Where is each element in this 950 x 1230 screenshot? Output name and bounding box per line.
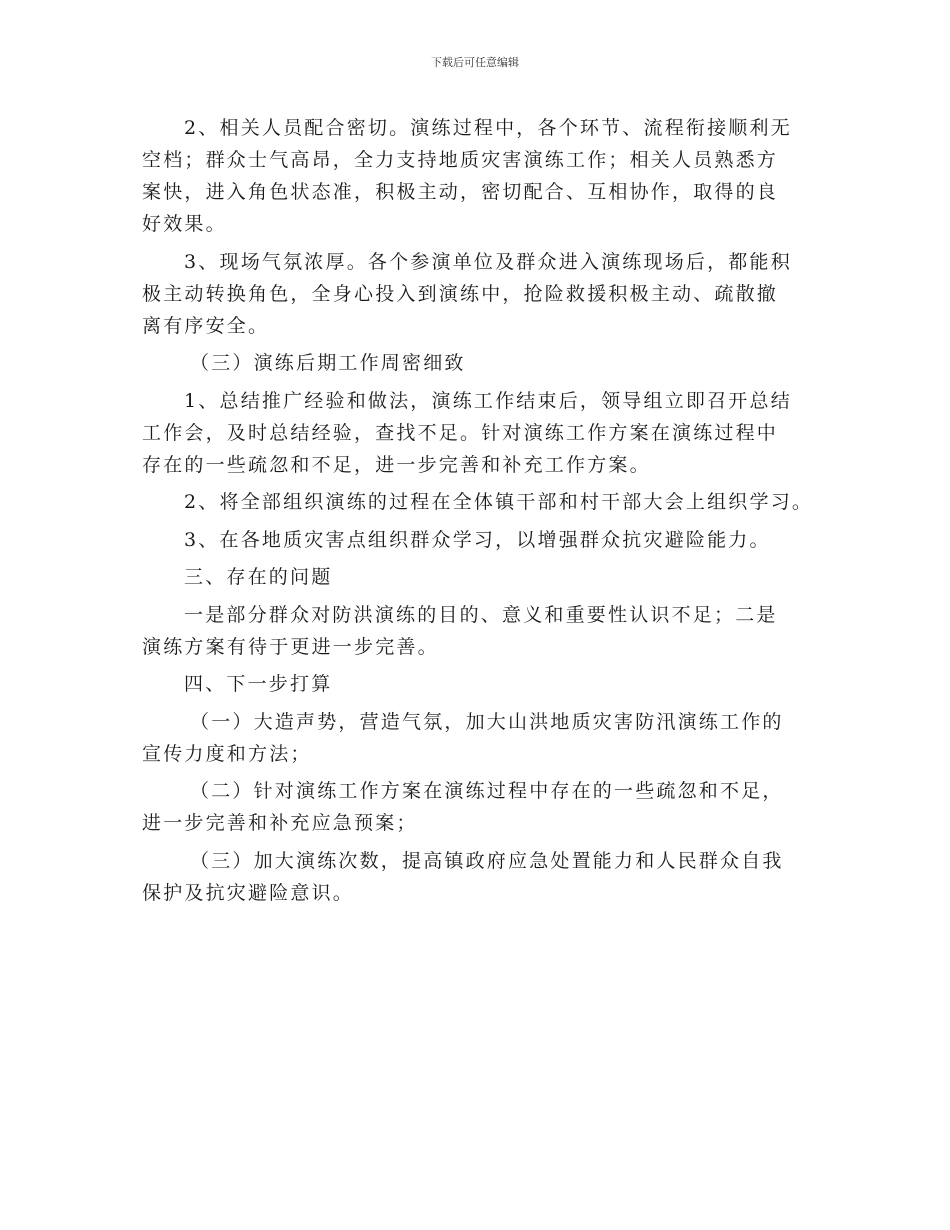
text-line: 案快，进入角色状态准，积极主动，密切配合、互相协作，取得的良 <box>142 181 779 203</box>
document-body <box>142 112 822 909</box>
text-line: 三、存在的问题 <box>184 566 333 588</box>
paragraph <box>142 599 822 663</box>
text-line: （一）大造声势，营造气氛，加大山洪地质灾害防汛演练工作的 <box>190 710 784 733</box>
text-line: （二）针对演练工作方案在演练过程中存在的一些疏忽和不足， <box>190 780 784 802</box>
text-line: 3、现场气氛浓厚。各个参演单位及群众进入演练现场后，都能积 <box>184 250 792 273</box>
text-line: 好效果。 <box>142 213 227 235</box>
paragraph <box>142 561 822 593</box>
paragraph <box>142 385 822 481</box>
page-header: 下载后可任意编辑 <box>431 56 519 69</box>
text-line: 1、总结推广经验和做法，演练工作结束后，领导组立即召开总结 <box>184 389 792 412</box>
text-line: 空档；群众士气高昂，全力支持地质灾害演练工作；相关人员熟悉方 <box>142 149 779 171</box>
text-line: 3、在各地质灾害点组织群众学习，以增强群众抗灾避险能力。 <box>184 528 771 551</box>
paragraph <box>142 775 822 839</box>
text-line: 四、下一步打算 <box>184 673 333 695</box>
text-line: 极主动转换角色，全身心投入到演练中，抢险救援积极主动、疏散撤 <box>142 282 779 305</box>
paragraph <box>142 706 822 770</box>
text-line: 演练方案有待于更进一步完善。 <box>142 635 439 658</box>
paragraph <box>142 347 822 379</box>
text-line: 一是部分群众对防洪演练的目的、意义和重要性认识不足；二是 <box>184 603 778 626</box>
text-line: （三）演练后期工作周密细致 <box>190 352 466 374</box>
text-line: 保护及抗灾避险意识。 <box>142 881 355 904</box>
paragraph <box>142 845 822 909</box>
paragraph <box>142 668 822 700</box>
text-line: （三）加大演练次数，提高镇政府应急处置能力和人民群众自我 <box>190 849 784 872</box>
text-line: 进一步完善和补充应急预案； <box>142 812 418 834</box>
text-line: 宣传力度和方法； <box>142 742 312 765</box>
paragraph <box>142 246 822 342</box>
paragraph <box>142 112 822 240</box>
text-line: 2、相关人员配合密切。演练过程中，各个环节、流程衔接顺利无 <box>184 117 792 139</box>
text-line: 离有序安全。 <box>142 314 270 337</box>
text-line: 工作会，及时总结经验，查找不足。针对演练工作方案在演练过程中 <box>142 421 779 444</box>
text-line: 存在的一些疏忽和不足，进一步完善和补充工作方案。 <box>142 453 651 476</box>
text-line: 2、将全部组织演练的过程在全体镇干部和村干部大会上组织学习。 <box>184 491 814 513</box>
paragraph <box>142 486 822 518</box>
paragraph <box>142 524 822 556</box>
